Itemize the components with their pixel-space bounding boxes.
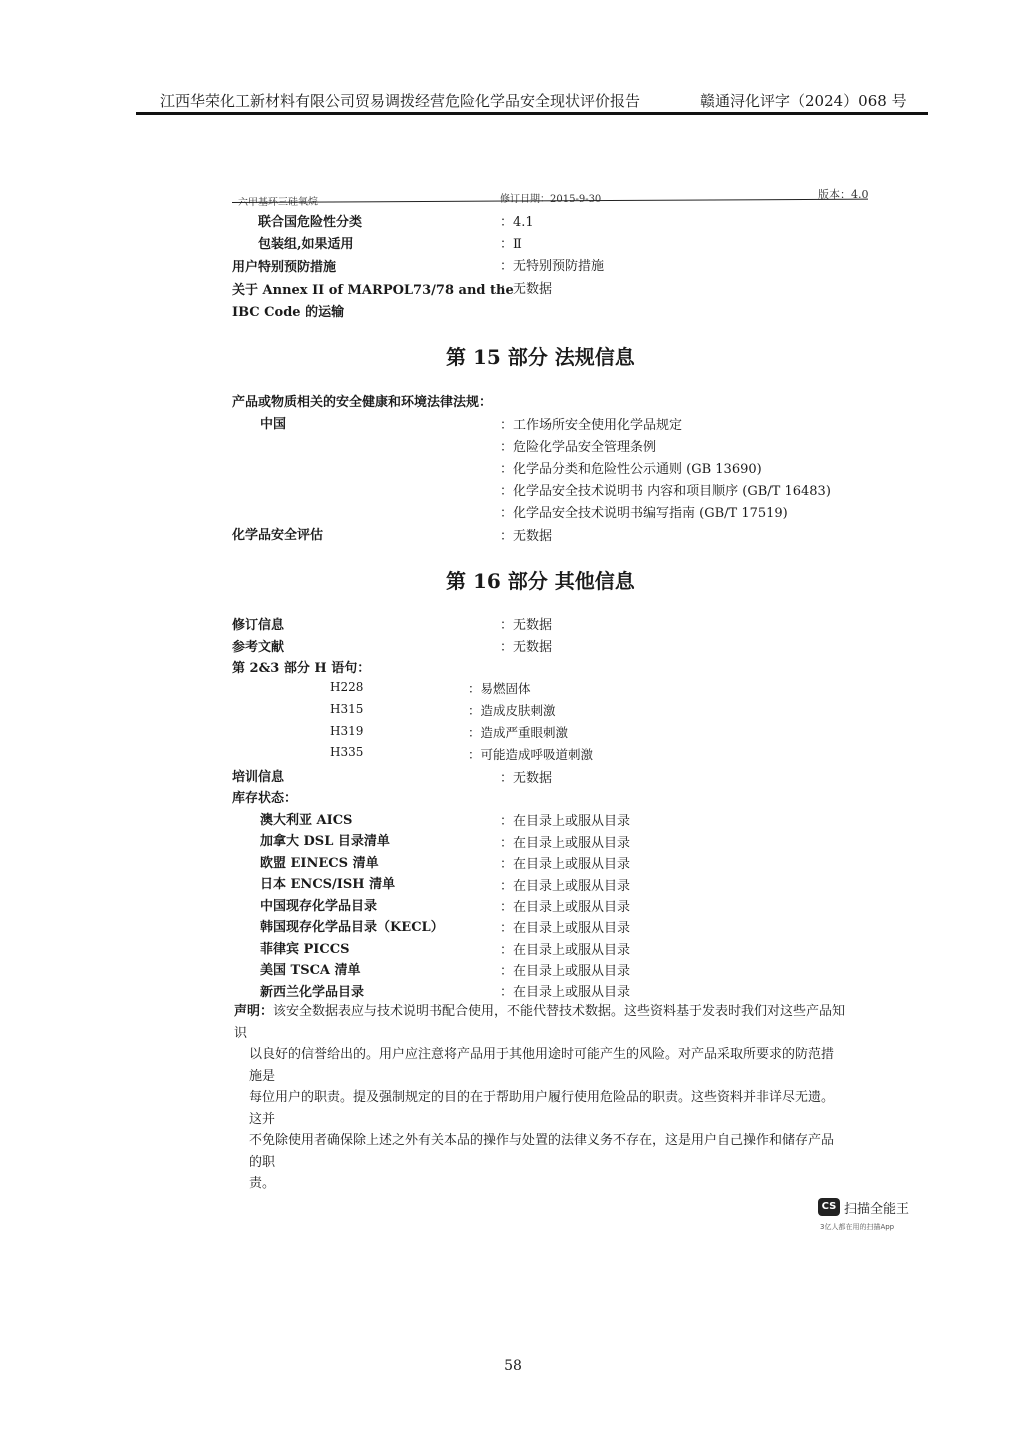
inventory-value: ：在目录上或服从目录 bbox=[500, 879, 631, 894]
declaration-line: 不免除使用者确保除上述之外有关本品的操作与处置的法律义务不存在，这是用户自己操作和储存产品的职 bbox=[249, 1133, 835, 1170]
h-statement-text: ：造成严重眼刺激 bbox=[468, 725, 569, 740]
inventory-value: ：在目录上或服从目录 bbox=[500, 985, 631, 1000]
marpol-label-line2: IBC Code 的运输 bbox=[232, 305, 345, 320]
un-hazard-class-label: 联合国危险性分类 bbox=[258, 215, 363, 230]
inventory-value: ：在目录上或服从目录 bbox=[500, 964, 631, 979]
report-number: 赣通浔化评字（2024）068 号 bbox=[700, 92, 907, 110]
h-statement-code: H319 bbox=[330, 724, 364, 738]
inventory-label: 欧盟 EINECS 清单 bbox=[260, 856, 379, 871]
inventory-label: 加拿大 DSL 目录清单 bbox=[260, 834, 390, 849]
inventory-value: ：在目录上或服从目录 bbox=[500, 943, 631, 958]
inventory-heading: 库存状态： bbox=[232, 791, 298, 806]
declaration-line: 每位用户的职责。提及强制规定的目的在于帮助用户履行使用危险品的职责。这些资料并非详尽无遗。这并 bbox=[249, 1090, 835, 1127]
camscanner-logo-icon: CS bbox=[818, 1198, 840, 1216]
inventory-label: 中国现存化学品目录 bbox=[260, 899, 378, 914]
inventory-value: ：在目录上或服从目录 bbox=[500, 921, 631, 936]
revision-info-label: 修订信息 bbox=[232, 618, 285, 633]
declaration-line: 声明：该安全数据表应与技术说明书配合使用，不能代替技术数据。这些资料基于发表时我们对这些产品知识 bbox=[234, 1004, 846, 1041]
sds-document-title: 六甲基环三硅氧烷 bbox=[237, 196, 319, 209]
packing-group-label: 包装组,如果适用 bbox=[258, 237, 354, 252]
china-law-item: ：化学品安全技术说明书编写指南 (GB/T 17519) bbox=[500, 506, 788, 521]
un-hazard-class-value: ：4.1 bbox=[500, 215, 534, 230]
china-law-item: ：危险化学品安全管理条例 bbox=[500, 440, 657, 455]
h-statement-code: H315 bbox=[330, 702, 364, 716]
training-label: 培训信息 bbox=[232, 770, 285, 785]
marpol-value: ：无数据 bbox=[500, 282, 553, 297]
declaration-line: 以良好的信誉给出的。用户应注意将产品用于其他用途时可能产生的风险。对产品采取所要求的防范措施是 bbox=[249, 1047, 835, 1084]
inventory-label: 菲律宾 PICCS bbox=[260, 942, 350, 957]
china-law-item: ：化学品安全技术说明书 内容和项目顺序 (GB/T 16483) bbox=[500, 484, 831, 499]
inventory-label: 美国 TSCA 清单 bbox=[260, 963, 361, 978]
h-statement-code: H228 bbox=[330, 680, 364, 694]
inventory-value: ：在目录上或服从目录 bbox=[500, 814, 631, 829]
training-value: ：无数据 bbox=[500, 771, 553, 786]
declaration bbox=[234, 1001, 846, 1195]
references-label: 参考文献 bbox=[232, 640, 285, 655]
laws-heading: 产品或物质相关的安全健康和环境法律法规： bbox=[232, 395, 493, 410]
revision-info-value: ：无数据 bbox=[500, 618, 553, 633]
scanner-app-name: 扫描全能王 bbox=[844, 1202, 910, 1217]
china-label: 中国 bbox=[260, 417, 287, 432]
safety-assessment-label: 化学品安全评估 bbox=[232, 528, 324, 543]
packing-group-value: ：Ⅱ bbox=[500, 237, 522, 252]
inventory-label: 韩国现存化学品目录（KECL） bbox=[260, 920, 444, 935]
user-precautions-value: ：无特别预防措施 bbox=[500, 259, 605, 274]
page-number: 58 bbox=[504, 1358, 522, 1374]
h-statement-text: ：可能造成呼吸道刺激 bbox=[468, 747, 594, 762]
inventory-value: ：在目录上或服从目录 bbox=[500, 836, 631, 851]
report-title: 江西华荣化工新材料有限公司贸易调拨经营危险化学品安全现状评价报告 bbox=[160, 92, 641, 110]
h-statement-text: ：造成皮肤刺激 bbox=[468, 703, 556, 718]
sds-revision-date: 修订日期：2015-9-30 bbox=[500, 194, 602, 205]
inventory-label: 澳大利亚 AICS bbox=[260, 813, 353, 828]
safety-assessment-value: ：无数据 bbox=[500, 529, 553, 544]
h-statement-text: ：易燃固体 bbox=[468, 681, 531, 696]
h-statement-code: H335 bbox=[330, 745, 364, 759]
scanner-tagline: 3亿人都在用的扫描App bbox=[820, 1223, 895, 1231]
inventory-value: ：在目录上或服从目录 bbox=[500, 857, 631, 872]
marpol-label-line1: 关于 Annex II of MARPOL73/78 and the bbox=[232, 283, 514, 298]
section16-title: 第 16 部分 其他信息 bbox=[446, 569, 635, 593]
declaration-line: 责。 bbox=[249, 1176, 276, 1191]
inventory-value: ：在目录上或服从目录 bbox=[500, 900, 631, 915]
sds-version: 版本：4.0 bbox=[818, 188, 869, 201]
inventory-label: 日本 ENCS/ISH 清单 bbox=[260, 877, 396, 892]
inventory-label: 新西兰化学品目录 bbox=[260, 985, 365, 1000]
references-value: ：无数据 bbox=[500, 640, 553, 655]
china-law-item: ：工作场所安全使用化学品规定 bbox=[500, 418, 683, 433]
china-law-item: ：化学品分类和危险性公示通则 (GB 13690) bbox=[500, 462, 762, 477]
header-divider bbox=[136, 112, 928, 115]
user-precautions-label: 用户特别预防措施 bbox=[232, 260, 337, 275]
declaration-label: 声明： bbox=[234, 1004, 274, 1019]
section15-title: 第 15 部分 法规信息 bbox=[446, 345, 635, 369]
h-statements-heading: 第 2&3 部分 H 语句： bbox=[232, 661, 371, 676]
